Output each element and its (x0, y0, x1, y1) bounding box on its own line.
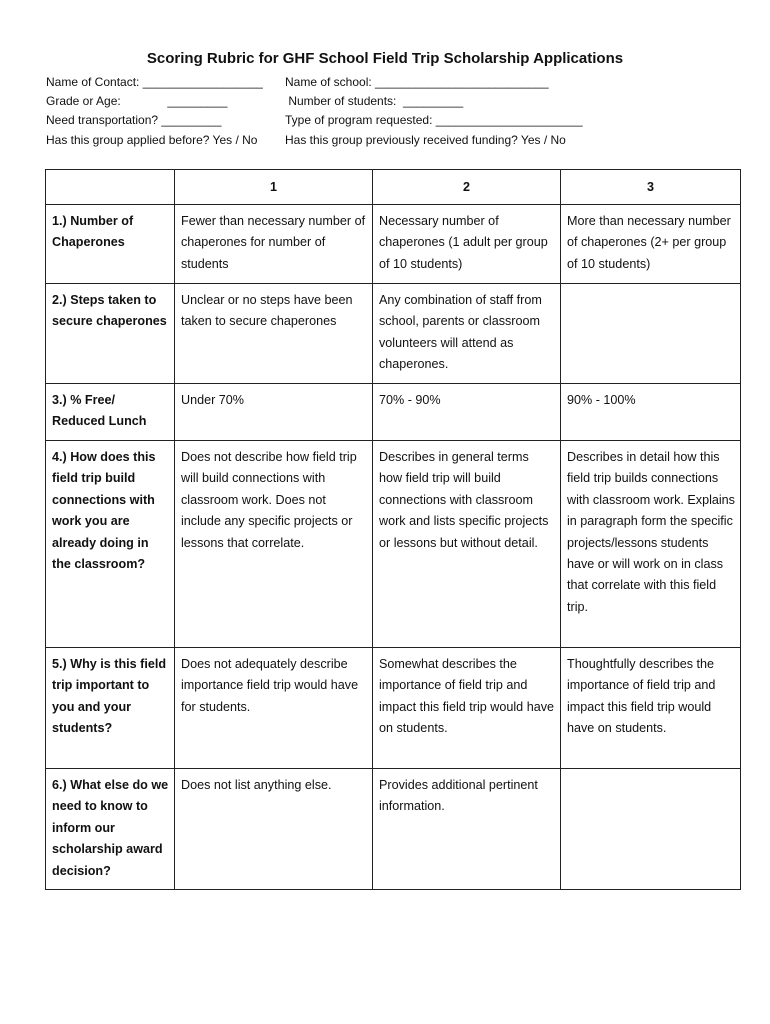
score-2-cell: Somewhat describes the importance of field trip and impact this field trip would have on students. (373, 648, 561, 769)
score-3-cell (561, 284, 741, 384)
table-row (46, 769, 741, 890)
table-header-row (46, 170, 741, 205)
score-1-cell: Does not adequately describe importance field trip would have for students. (175, 648, 373, 769)
score-1-cell: Does not list anything else. (175, 769, 373, 890)
table-row (46, 284, 741, 384)
table-row (46, 648, 741, 769)
score-1-cell: Fewer than necessary number of chaperones for number of students (175, 205, 373, 284)
column-header-score-2: 2 (373, 170, 561, 205)
score-1-cell: Under 70% (175, 384, 373, 441)
column-header-score-1: 1 (175, 170, 373, 205)
applied-before-field: Has this group applied before? Yes / No (46, 133, 258, 147)
previous-funding-field: Has this group previously received funding? Yes / No (285, 133, 566, 147)
score-3-cell: More than necessary number of chaperones (2+ per group of 10 students) (561, 205, 741, 284)
need-transportation-field: Need transportation? _________ (46, 113, 222, 127)
table-row (46, 384, 741, 441)
row-criterion: 3.) % Free/ Reduced Lunch (46, 384, 175, 441)
name-of-school-field: Name of school: __________________________ (285, 75, 549, 89)
row-criterion: 1.) Number of Chaperones (46, 205, 175, 284)
table-row (46, 205, 741, 284)
row-criterion: 4.) How does this field trip build connections with work you are already doing in the classroom? (46, 441, 175, 648)
scoring-rubric-table (45, 169, 741, 890)
name-of-contact-field: Name of Contact: __________________ (46, 75, 263, 89)
score-3-cell: 90% - 100% (561, 384, 741, 441)
score-2-cell: Any combination of staff from school, parents or classroom volunteers will attend as chaperones. (373, 284, 561, 384)
score-3-cell (561, 769, 741, 890)
score-2-cell: 70% - 90% (373, 384, 561, 441)
score-1-cell: Unclear or no steps have been taken to secure chaperones (175, 284, 373, 384)
score-2-cell: Describes in general terms how field trip will build connections with classroom work and lists specific projects or lessons but without detail. (373, 441, 561, 648)
row-criterion: 5.) Why is this field trip important to you and your students? (46, 648, 175, 769)
number-of-students-field: Number of students: _________ (285, 94, 464, 108)
score-1-cell: Does not describe how field trip will build connections with classroom work. Does not include any specific projects or lessons that correlate. (175, 441, 373, 648)
column-header-criterion (46, 170, 175, 205)
score-2-cell: Necessary number of chaperones (1 adult per group of 10 students) (373, 205, 561, 284)
program-type-field: Type of program requested: ______________________ (285, 113, 583, 127)
column-header-score-3: 3 (561, 170, 741, 205)
row-criterion: 6.) What else do we need to know to inform our scholarship award decision? (46, 769, 175, 890)
score-2-cell: Provides additional pertinent information. (373, 769, 561, 890)
score-3-cell: Describes in detail how this field trip builds connections with classroom work. Explains in paragraph form the specific projects/lessons students have or will work on in class that correlate with this field trip. (561, 441, 741, 648)
row-criterion: 2.) Steps taken to secure chaperones (46, 284, 175, 384)
table-row (46, 441, 741, 648)
score-3-cell: Thoughtfully describes the importance of field trip and impact this field trip would have on students. (561, 648, 741, 769)
page-title: Scoring Rubric for GHF School Field Trip Scholarship Applications (146, 50, 624, 67)
grade-or-age-field: Grade or Age: _________ (46, 94, 228, 108)
